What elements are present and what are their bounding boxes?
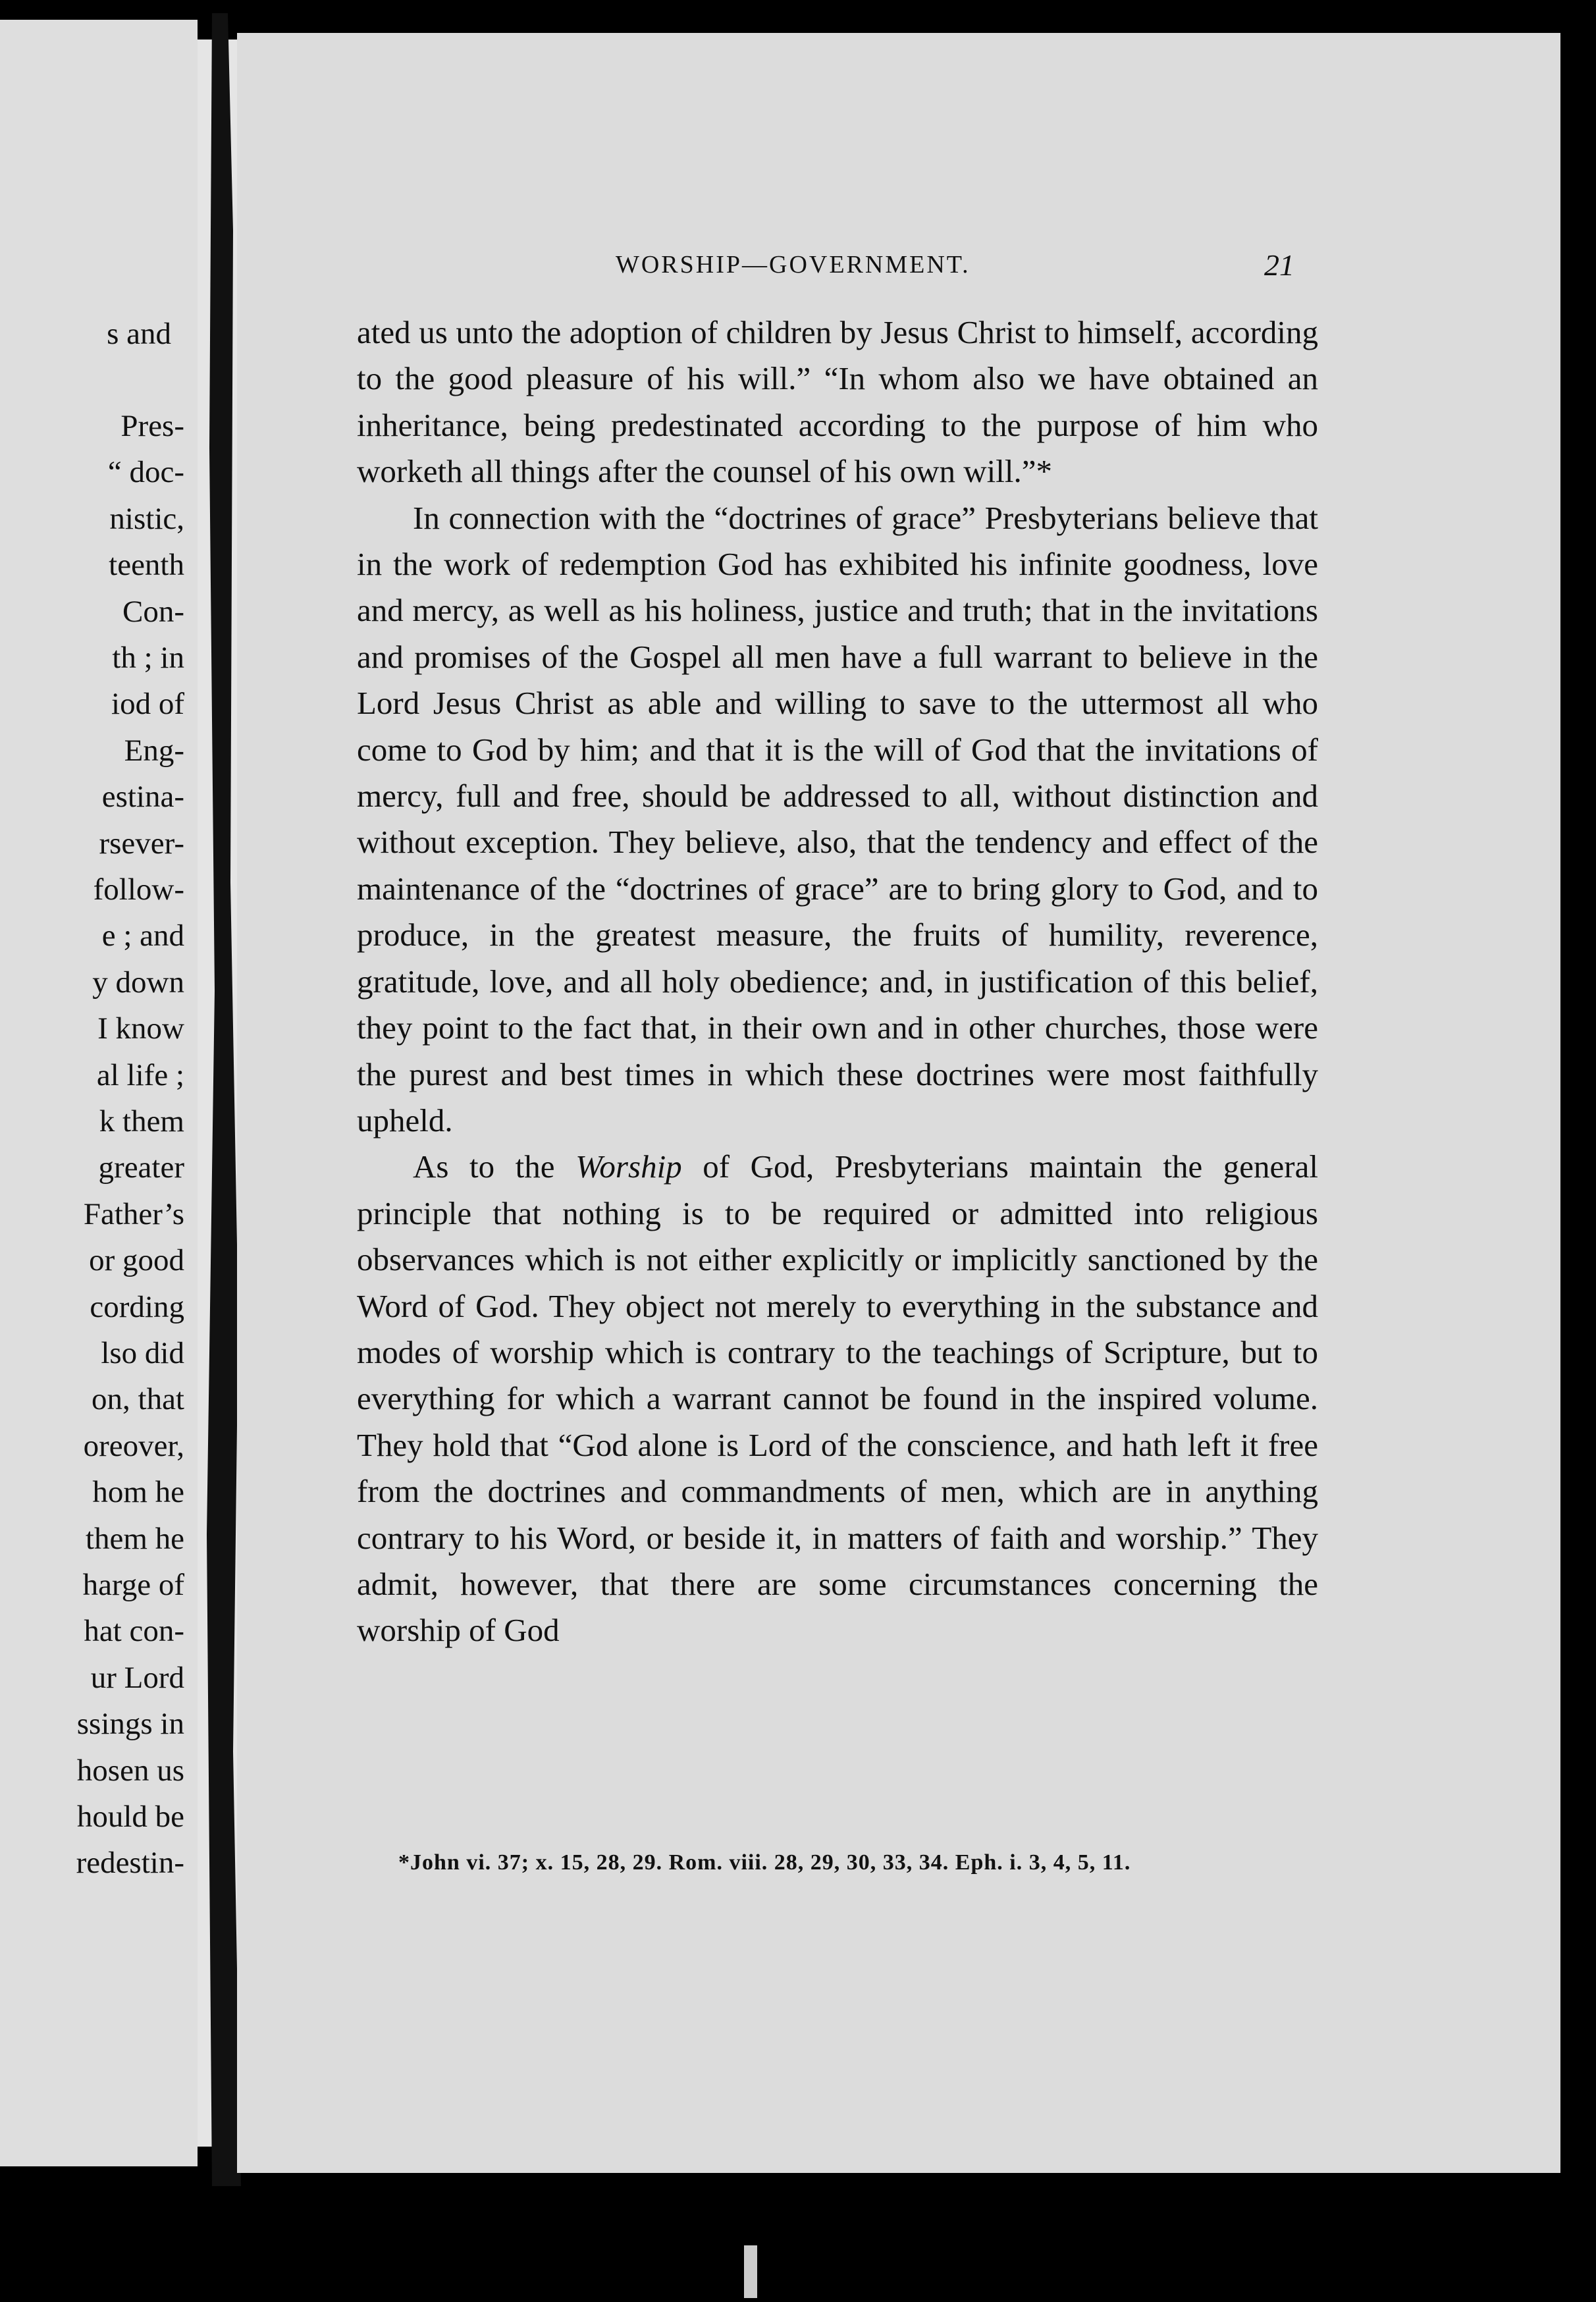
left-page-line: “ doc- (107, 455, 184, 490)
worship-objection: They object not merely to everything in the substance and modes of worship which is contrary to the teachings of Scripture, but to everything for which a warrant cannot be found in the inspired volume. They hold that “God alone is Lord of the conscience, and hath left it free from the doctrines and commandments of men, which are in anything contrary to his Word, or beside it, in matters of faith and worship.” They admit, however, that there are some circumstances concerning the worship of God (357, 1287, 1318, 1649)
left-page-line: or good (89, 1243, 184, 1278)
right-page (237, 33, 1560, 2173)
left-page-line: teenth (109, 548, 184, 583)
left-page-line: nistic, (109, 501, 184, 536)
left-page-line: Eng- (124, 733, 184, 768)
running-head: WORSHIP—GOVERNMENT. (616, 251, 971, 279)
footnote: *John vi. 37; x. 15, 28, 29. Rom. viii. 28, 29, 30, 33, 34. Eph. i. 3, 4, 5, 11. (398, 1850, 1131, 1875)
left-page-line: lso did (101, 1336, 184, 1370)
left-page-line: them he (85, 1521, 184, 1556)
left-page-line: ssings in (76, 1707, 184, 1742)
left-page-line: hould be (76, 1800, 184, 1834)
left-page-line: Father’s (83, 1196, 184, 1231)
left-page-line: y down (92, 965, 184, 1000)
left-page-line: on, that (92, 1382, 184, 1417)
left-page-line: s and (107, 317, 171, 351)
scan-artifact (744, 2245, 757, 2298)
left-page-line: th ; in (112, 641, 184, 675)
paragraph-3 (357, 1144, 1318, 1653)
worship-principle: of God, Presbyterians maintain the general principle that nothing is to be required or admitted into religious observances which is not either explicitly or implicitly sanctioned by the Word of God. (357, 1148, 1318, 1324)
page-number: 21 (1264, 248, 1294, 282)
paragraph-1: ated us unto the adoption of children by Jesus Christ to himself, according to the good pleasure of his will.” “In whom also we have obtained an inheritance, being predestinated according to the purpose of him who worketh all things after the counsel of his own will.”* (357, 314, 1318, 490)
left-page-line: e ; and (101, 919, 184, 953)
left-page-line: redestin- (76, 1846, 184, 1881)
left-page-line: oreover, (83, 1428, 184, 1463)
left-page-line: I know (97, 1011, 184, 1046)
left-page-line: estina- (101, 780, 184, 815)
page-header (237, 250, 1560, 290)
body-text (357, 309, 1318, 1654)
worship-emphasis: Worship (575, 1148, 682, 1185)
left-facing-page (0, 20, 198, 2166)
left-page-line: rsever- (99, 826, 184, 861)
left-page-line: Pres- (120, 409, 184, 443)
worship-intro: As to the (413, 1148, 576, 1185)
left-page-line: Con- (122, 594, 184, 629)
left-page-line: al life ; (96, 1057, 184, 1092)
left-page-line: greater (98, 1150, 184, 1185)
left-page-line: hosen us (76, 1753, 184, 1788)
left-page-line: iod of (111, 687, 184, 722)
paragraph-2: In connection with the “doctrines of grace” Presbyterians believe that in the work of redemption God has exhibited his infinite goodness, love and mercy, as well as his holiness, justice and truth; that in the invitations and promises of the Gospel all men have a full warrant to believe in the Lord Jesus Christ as able and willing to save to the uttermost all who come to God by him; and that it is the will of God that the invitations of mercy, full and free, should be addressed to all, without distinction and without exception. They believe, also, that the tendency and effect of the maintenance of the “doctrines of grace” are to bring glory to God, and to produce, in the greatest measure, the fruits of humility, reverence, gratitude, love, and all holy obedience; and, in justification of this belief, they point to the fact that, in their own and in other churches, those were the purest and best times in which these doctrines were most faithfully upheld. (357, 499, 1318, 1138)
left-page-line: follow- (93, 872, 184, 907)
left-page-line: hom he (92, 1475, 184, 1510)
left-page-line: harge of (82, 1568, 184, 1602)
left-page-line: hat con- (84, 1614, 184, 1649)
left-page-line: ur Lord (90, 1660, 184, 1695)
left-page-line: cording (90, 1289, 184, 1324)
left-page-line: k them (99, 1104, 184, 1138)
